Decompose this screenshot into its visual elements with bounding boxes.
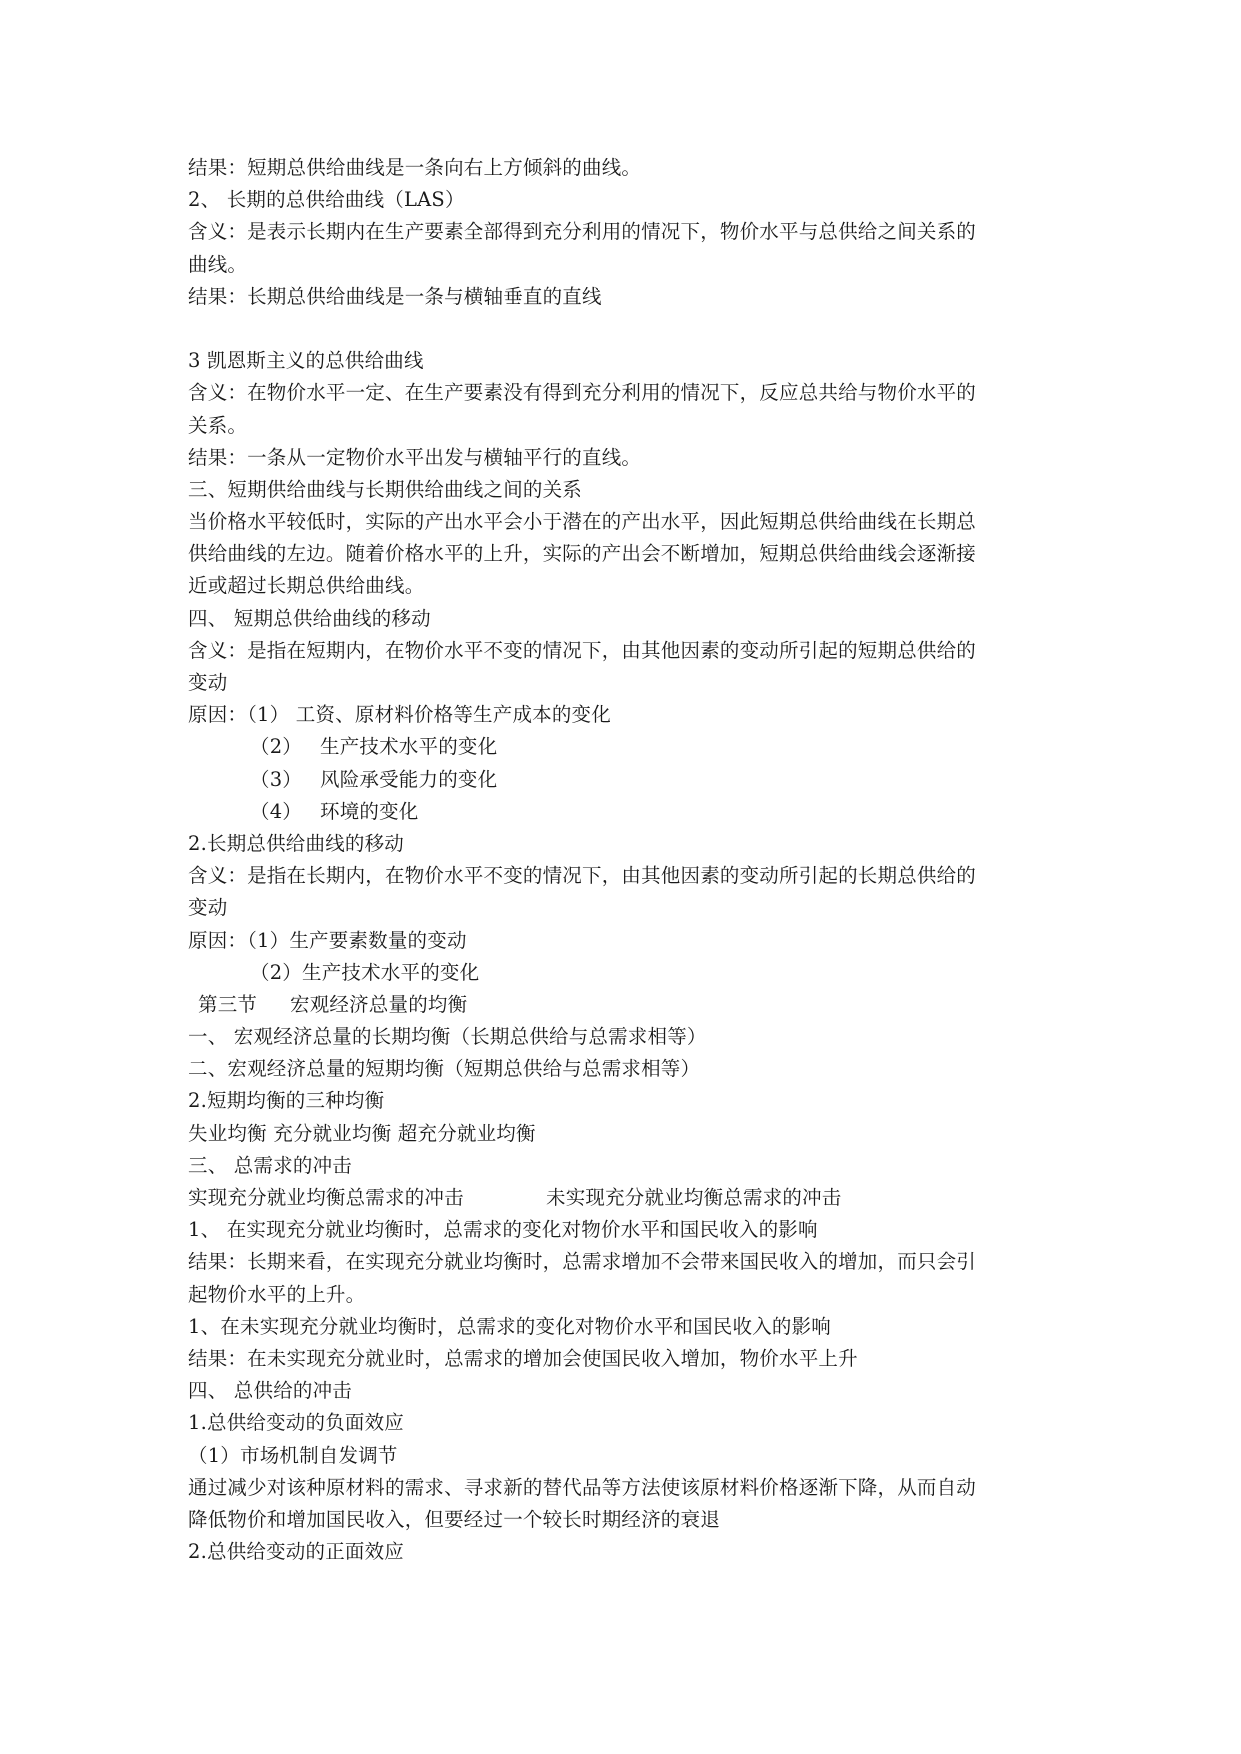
text-line: 通过减少对该种原材料的需求、寻求新的替代品等方法使该原材料价格逐渐下降，从而自动 (188, 1475, 977, 1499)
text-line: 含义：是表示长期内在生产要素全部得到充分利用的情况下，物价水平与总供给之间关系的 (188, 220, 977, 244)
section-heading: 三、短期供给曲线与长期供给曲线之间的关系 (188, 477, 583, 501)
list-item (188, 764, 1064, 796)
text-line: 结果：长期总供给曲线是一条与横轴垂直的直线 (188, 284, 602, 308)
section-heading: 1、 在实现充分就业均衡时，总需求的变化对物价水平和国民收入的影响 (188, 1218, 818, 1242)
text-line: 含义：在物价水平一定、在生产要素没有得到充分利用的情况下，反应总共给与物价水平的 (188, 381, 977, 405)
section-heading: 四、 短期总供给曲线的移动 (188, 606, 431, 630)
chapter-title: 宏观经济总量的均衡 (290, 992, 468, 1016)
list-item (188, 796, 1064, 828)
section-heading: 3 凯恩斯主义的总供给曲线 (188, 349, 424, 373)
section-heading: 三、 总需求的冲击 (188, 1153, 352, 1177)
list-item: （2）生产技术水平的变化 (250, 960, 480, 984)
text-line: 关系。 (188, 413, 248, 437)
section-heading: 2、 长期的总供给曲线（LAS） (188, 188, 465, 212)
text-line (188, 1182, 1064, 1214)
blank-line (188, 313, 1064, 345)
text-line: 结果：在未实现充分就业时，总需求的增加会使国民收入增加，物价水平上升 (188, 1346, 858, 1370)
list-text: 生产技术水平的变化 (320, 735, 498, 759)
text-line: 曲线。 (188, 252, 248, 276)
text-segment: 未实现充分就业均衡总需求的冲击 (546, 1186, 842, 1209)
section-heading: 四、 总供给的冲击 (188, 1379, 352, 1403)
text-line: 含义：是指在短期内，在物价水平不变的情况下，由其他因素的变动所引起的短期总供给的 (188, 638, 977, 662)
text-line: 近或超过长期总供给曲线。 (188, 574, 425, 598)
section-heading: 2.短期均衡的三种均衡 (188, 1089, 385, 1113)
text-line: 降低物价和增加国民收入，但要经过一个较长时期经济的衰退 (188, 1507, 720, 1531)
section-heading: 1.总供给变动的负面效应 (188, 1411, 405, 1435)
section-heading: 1、在未实现充分就业均衡时，总需求的变化对物价水平和国民收入的影响 (188, 1314, 832, 1338)
list-text: 环境的变化 (320, 799, 419, 823)
text-line: 含义：是指在长期内，在物价水平不变的情况下，由其他因素的变动所引起的长期总供给的 (188, 864, 977, 888)
chapter-heading (188, 989, 1064, 1021)
list-text: 风险承受能力的变化 (320, 767, 498, 791)
list-marker: （2） (250, 735, 303, 759)
text-line: 变动 (188, 896, 228, 920)
section-heading: 二、宏观经济总量的短期均衡（短期总供给与总需求相等） (188, 1057, 701, 1081)
text-line: 起物价水平的上升。 (188, 1282, 366, 1306)
document-body (188, 152, 1064, 1568)
text-line: 当价格水平较低时，实际的产出水平会小于潜在的产出水平，因此短期总供给曲线在长期总 (188, 510, 977, 534)
section-heading: 2.长期总供给曲线的移动 (188, 831, 405, 855)
text-line: 原因：（1）生产要素数量的变动 (188, 928, 467, 952)
list-marker: （4） (250, 799, 303, 823)
section-heading: （1）市场机制自发调节 (188, 1443, 398, 1467)
list-item (188, 731, 1064, 763)
list-marker: （3） (250, 767, 303, 791)
text-line: 失业均衡 充分就业均衡 超充分就业均衡 (188, 1121, 536, 1145)
text-line: 供给曲线的左边。随着价格水平的上升，实际的产出会不断增加，短期总供给曲线会逐渐接 (188, 542, 977, 566)
text-line: 结果：长期来看，在实现充分就业均衡时，总需求增加不会带来国民收入的增加，而只会引 (188, 1250, 977, 1274)
text-line: 变动 (188, 671, 228, 694)
section-heading: 2.总供给变动的正面效应 (188, 1540, 405, 1564)
text-line: 原因：（1） 工资、原材料价格等生产成本的变化 (188, 703, 611, 727)
section-heading: 一、 宏观经济总量的长期均衡（长期总供给与总需求相等） (188, 1025, 707, 1049)
chapter-number: 第三节 (198, 992, 258, 1016)
text-line: 结果：一条从一定物价水平出发与横轴平行的直线。 (188, 445, 642, 469)
text-line: 结果：短期总供给曲线是一条向右上方倾斜的曲线。 (188, 156, 642, 179)
text-segment: 实现充分就业均衡总需求的冲击 (188, 1186, 464, 1209)
